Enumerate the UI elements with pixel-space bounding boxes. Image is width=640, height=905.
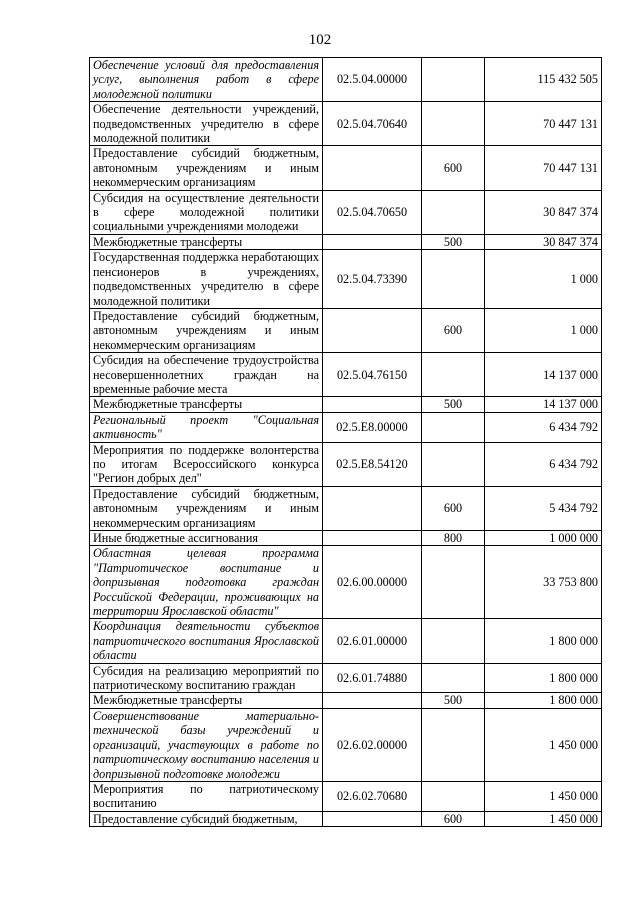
table-row [90, 531, 602, 546]
table-row [90, 146, 602, 190]
row-expense-type-cell [422, 781, 485, 811]
row-code-cell [323, 146, 422, 190]
row-name-cell: Предоставление субсидий бюджетным, автономным учреждениям и иным некоммерческим организациям [90, 146, 323, 190]
table-row [90, 190, 602, 234]
row-amount-cell: 1 000 [485, 308, 602, 352]
row-code-cell: 02.6.01.74880 [323, 663, 422, 693]
row-expense-type-cell [422, 58, 485, 102]
row-expense-type-cell [422, 250, 485, 309]
row-code-cell: 02.5.E8.54120 [323, 442, 422, 486]
row-amount-cell: 115 432 505 [485, 58, 602, 102]
table-row [90, 308, 602, 352]
row-name-cell: Мероприятия по патриотическому воспитанию [90, 781, 323, 811]
table-row [90, 663, 602, 693]
page-number: 102 [308, 32, 332, 48]
row-expense-type-cell [422, 102, 485, 146]
row-amount-cell: 30 847 374 [485, 234, 602, 249]
row-name-cell: Обеспечение условий для предоставления услуг, выполнения работ в сфере молодежной политики [90, 58, 323, 102]
row-expense-type-cell [422, 663, 485, 693]
row-expense-type-cell: 600 [422, 811, 485, 826]
row-code-cell [323, 234, 422, 249]
table-row [90, 397, 602, 412]
table-row [90, 412, 602, 442]
row-amount-cell: 1 450 000 [485, 811, 602, 826]
row-name-cell: Иные бюджетные ассигнования [90, 531, 323, 546]
budget-table [89, 57, 602, 827]
table-row [90, 442, 602, 486]
row-code-cell: 02.5.04.73390 [323, 250, 422, 309]
row-name-cell: Предоставление субсидий бюджетным, [90, 811, 323, 826]
table-row [90, 546, 602, 619]
row-name-cell: Государственная поддержка неработающих пенсионеров в учреждениях, подведомственных учредителю в сфере молодежной политики [90, 250, 323, 309]
row-expense-type-cell [422, 708, 485, 781]
table-row [90, 234, 602, 249]
row-code-cell [323, 308, 422, 352]
row-code-cell: 02.5.E8.00000 [323, 412, 422, 442]
row-amount-cell: 33 753 800 [485, 546, 602, 619]
row-expense-type-cell [422, 190, 485, 234]
row-name-cell: Субсидия на обеспечение трудоустройства несовершеннолетних граждан на временные рабочие места [90, 353, 323, 397]
row-expense-type-cell: 800 [422, 531, 485, 546]
row-name-cell: Межбюджетные трансферты [90, 397, 323, 412]
row-code-cell [323, 811, 422, 826]
row-name-cell: Межбюджетные трансферты [90, 234, 323, 249]
row-amount-cell: 6 434 792 [485, 442, 602, 486]
row-code-cell: 02.5.04.76150 [323, 353, 422, 397]
row-name-cell: Обеспечение деятельности учреждений, подведомственных учредителю в сфере молодежной политики [90, 102, 323, 146]
table-row [90, 708, 602, 781]
table-row [90, 58, 602, 102]
row-code-cell: 02.5.04.70640 [323, 102, 422, 146]
row-amount-cell: 5 434 792 [485, 486, 602, 530]
row-expense-type-cell [422, 619, 485, 663]
table-row [90, 693, 602, 708]
row-name-cell: Предоставление субсидий бюджетным, автономным учреждениям и иным некоммерческим организациям [90, 308, 323, 352]
row-expense-type-cell [422, 353, 485, 397]
row-name-cell: Субсидия на реализацию мероприятий по патриотическому воспитанию граждан [90, 663, 323, 693]
row-expense-type-cell: 500 [422, 234, 485, 249]
table-row [90, 353, 602, 397]
table-row [90, 250, 602, 309]
row-expense-type-cell [422, 442, 485, 486]
row-name-cell: Предоставление субсидий бюджетным, автономным учреждениям и иным некоммерческим организациям [90, 486, 323, 530]
row-name-cell: Региональный проект "Социальная активность" [90, 412, 323, 442]
row-amount-cell: 14 137 000 [485, 397, 602, 412]
table-row [90, 102, 602, 146]
row-amount-cell: 1 000 000 [485, 531, 602, 546]
row-amount-cell: 6 434 792 [485, 412, 602, 442]
row-amount-cell: 1 450 000 [485, 781, 602, 811]
row-amount-cell: 1 800 000 [485, 663, 602, 693]
row-code-cell: 02.5.04.70650 [323, 190, 422, 234]
row-code-cell: 02.6.01.00000 [323, 619, 422, 663]
row-code-cell: 02.5.04.00000 [323, 58, 422, 102]
row-code-cell [323, 693, 422, 708]
row-name-cell: Координация деятельности субъектов патриотического воспитания Ярославской области [90, 619, 323, 663]
row-code-cell: 02.6.00.00000 [323, 546, 422, 619]
row-code-cell: 02.6.02.00000 [323, 708, 422, 781]
row-code-cell [323, 531, 422, 546]
row-expense-type-cell: 500 [422, 693, 485, 708]
row-amount-cell: 1 800 000 [485, 693, 602, 708]
row-code-cell [323, 397, 422, 412]
row-expense-type-cell: 600 [422, 308, 485, 352]
row-code-cell [323, 486, 422, 530]
row-code-cell: 02.6.02.70680 [323, 781, 422, 811]
row-name-cell: Совершенствование материально-технической базы учреждений и организаций, участвующих в работе по патриотическому воспитанию населения и допризывной подготовке молодежи [90, 708, 323, 781]
row-amount-cell: 14 137 000 [485, 353, 602, 397]
row-name-cell: Областная целевая программа "Патриотическое воспитание и допризывная подготовка граждан Российской Федерации, проживающих на территории Ярославской области" [90, 546, 323, 619]
row-amount-cell: 70 447 131 [485, 102, 602, 146]
row-amount-cell: 1 000 [485, 250, 602, 309]
row-amount-cell: 1 450 000 [485, 708, 602, 781]
row-expense-type-cell [422, 412, 485, 442]
row-name-cell: Субсидия на осуществление деятельности в сфере молодежной политики социальными учреждениями молодежи [90, 190, 323, 234]
table-row [90, 486, 602, 530]
row-expense-type-cell: 600 [422, 486, 485, 530]
row-amount-cell: 70 447 131 [485, 146, 602, 190]
row-expense-type-cell: 600 [422, 146, 485, 190]
table-row [90, 811, 602, 826]
row-name-cell: Межбюджетные трансферты [90, 693, 323, 708]
table-row [90, 781, 602, 811]
row-amount-cell: 1 800 000 [485, 619, 602, 663]
row-amount-cell: 30 847 374 [485, 190, 602, 234]
budget-table-body [90, 58, 602, 827]
row-expense-type-cell [422, 546, 485, 619]
table-row [90, 619, 602, 663]
row-name-cell: Мероприятия по поддержке волонтерства по итогам Всероссийского конкурса "Регион добрых дел" [90, 442, 323, 486]
row-expense-type-cell: 500 [422, 397, 485, 412]
